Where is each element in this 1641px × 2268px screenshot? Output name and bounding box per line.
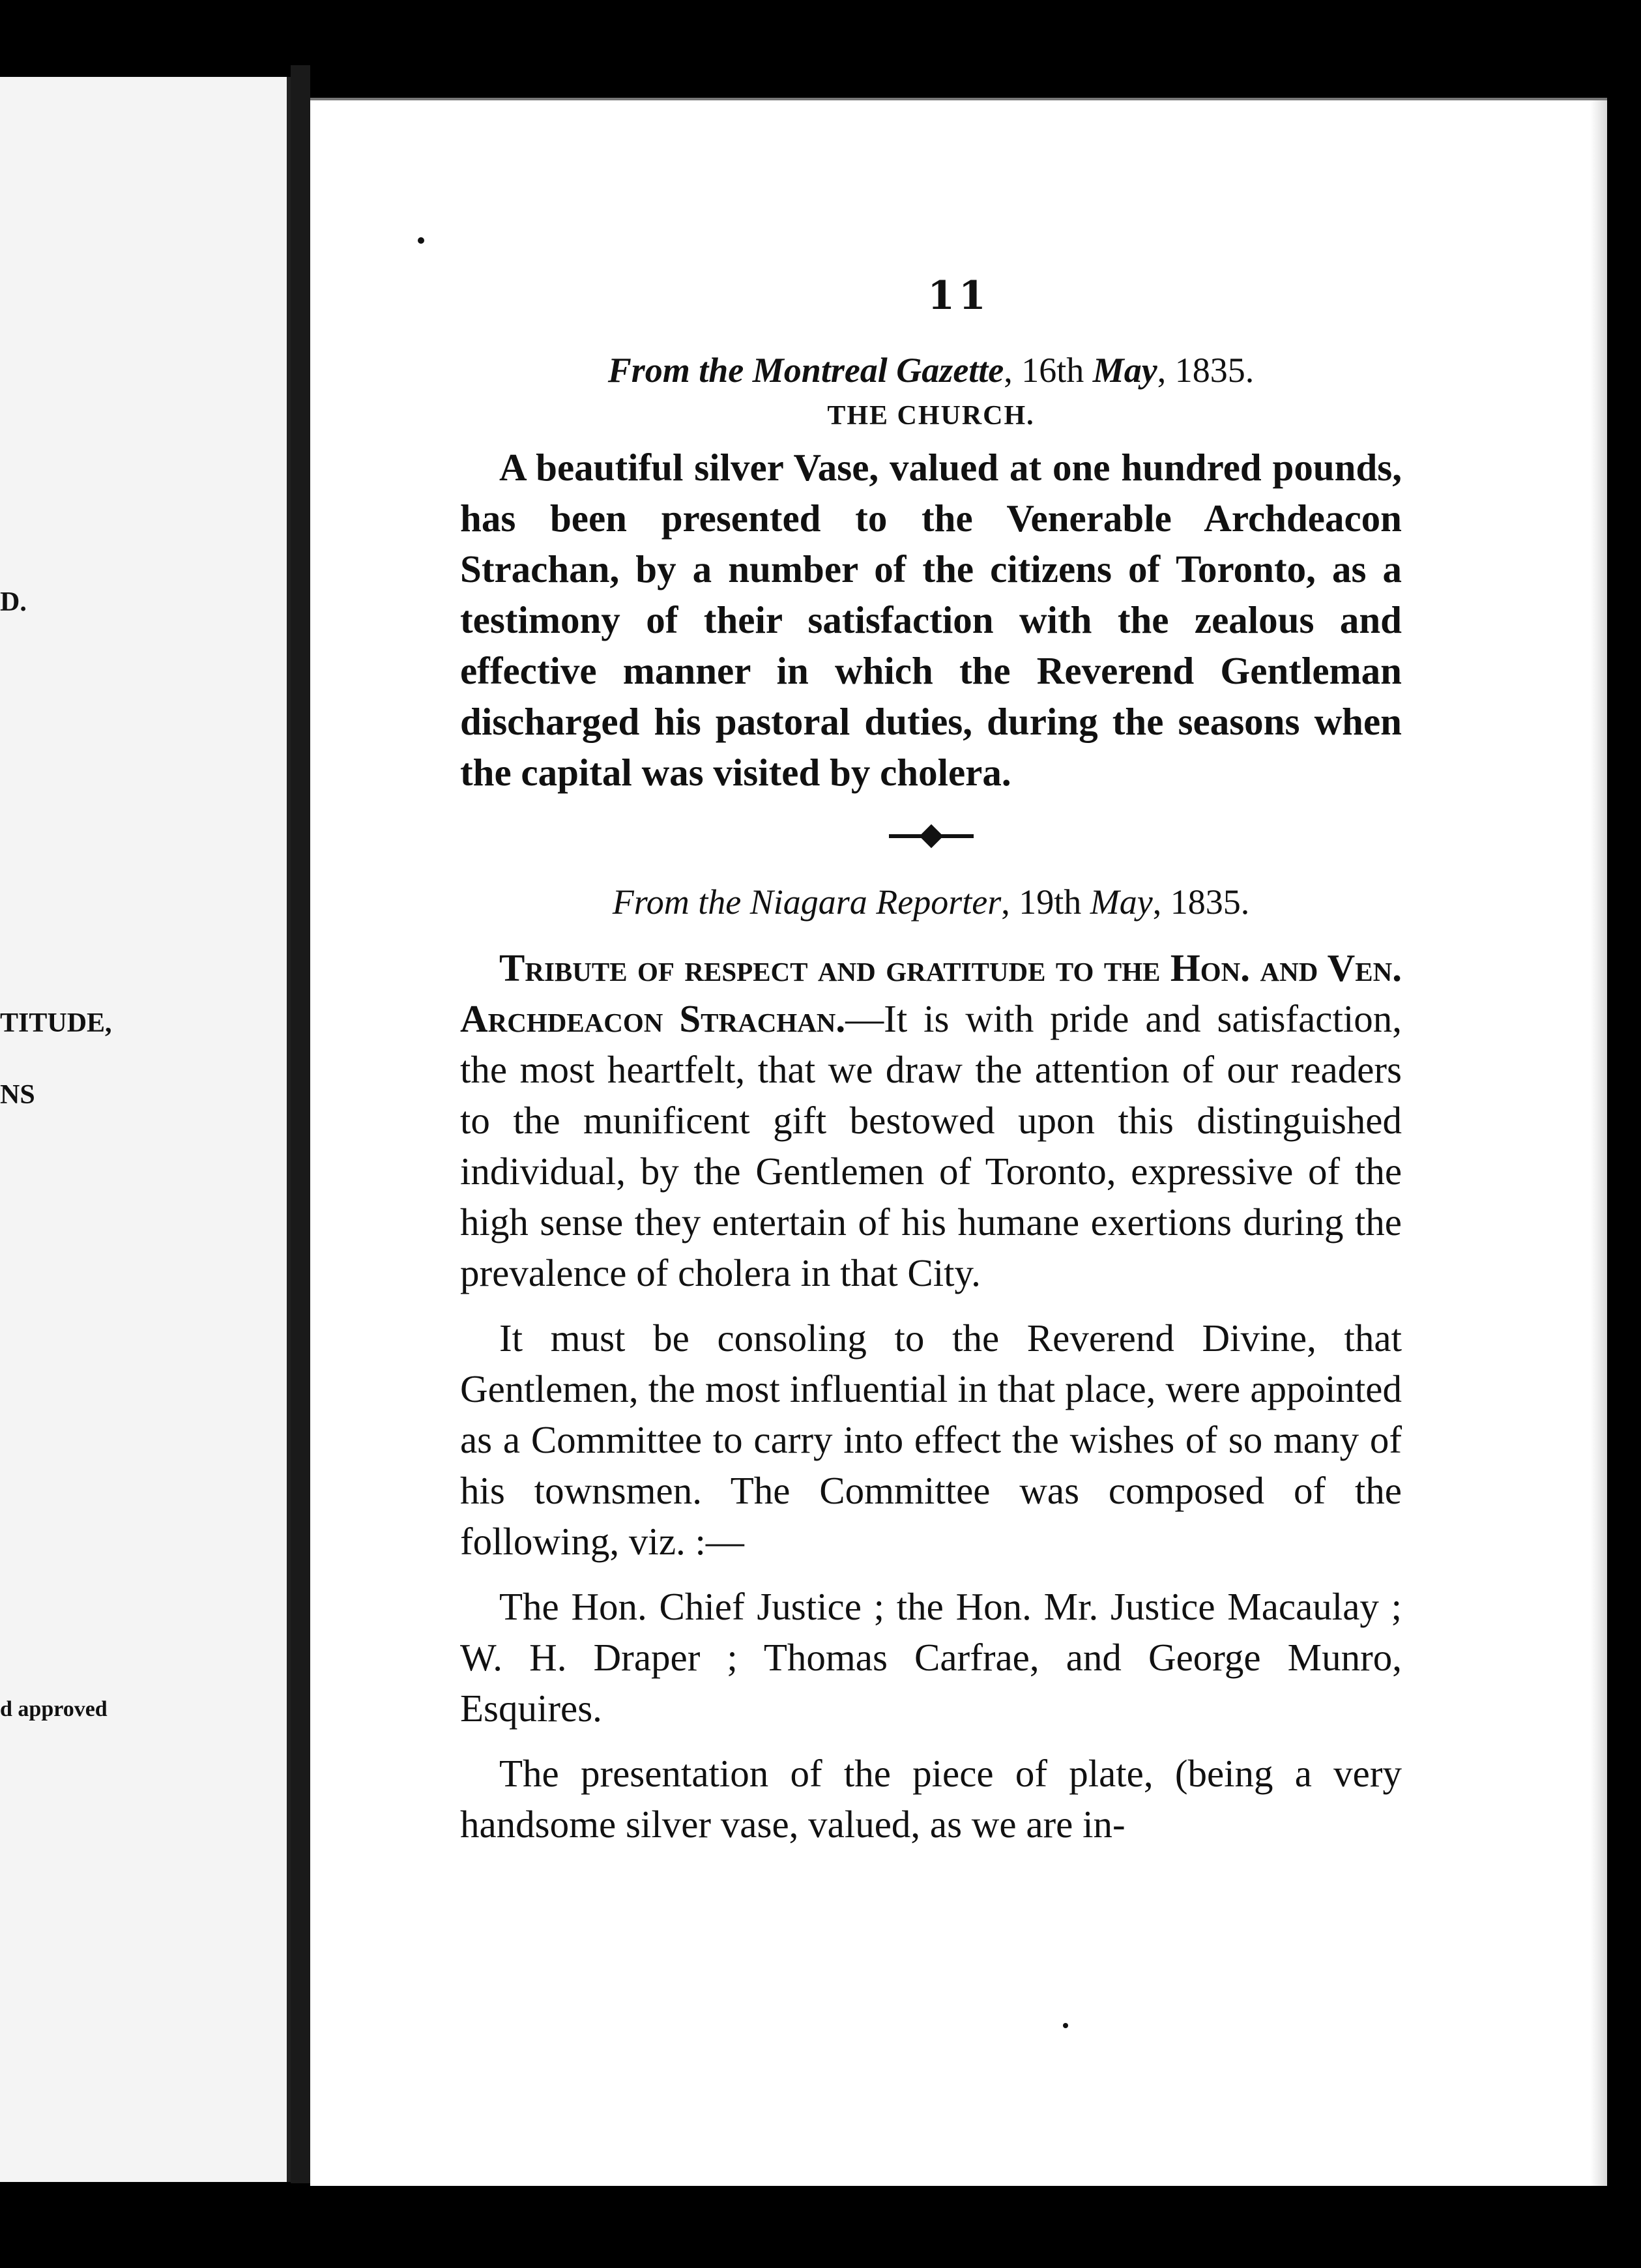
- page-number: 11: [927, 273, 990, 319]
- source-citation-niagara-reporter: [460, 879, 1402, 925]
- previous-page-edge: [0, 77, 291, 2182]
- article-paragraph: The presentation of the piece of plate, (being a very handsome silver vase, valued, as we are in-: [460, 1752, 1402, 1846]
- citation-year: , 1835.: [1152, 882, 1250, 922]
- article-paragraph: It must be consoling to the Reverend Divine, that Gentlemen, the most influential in that place, were appointed as a Committee to carry into effect the wishes of so many of his townsmen. The Committee was composed of the following, viz. :—: [460, 1316, 1402, 1563]
- left-page-fragment: NS: [0, 1080, 35, 1110]
- newspaper-name: From the Niagara Reporter: [612, 882, 1002, 922]
- book-gutter: [291, 65, 310, 2183]
- article-paragraph: The Hon. Chief Justice ; the Hon. Mr. Justice Macaulay ; W. H. Draper ; Thomas Carfrae, and George Munro, Esquires.: [460, 1585, 1402, 1730]
- text-column: [460, 347, 1402, 1850]
- citation-date: , 16th: [1004, 351, 1093, 390]
- left-page-fragment: d approved: [0, 1697, 108, 1721]
- source-citation-montreal-gazette: [460, 347, 1402, 394]
- book-page: [310, 98, 1607, 2186]
- article-paragraph: A beautiful silver Vase, valued at one hundred pounds, has been presented to the Venerable Archdeacon Strachan, by a number of the citizens of Toronto, as a testimony of their satisfaction with the zealous and effective manner in which the Reverend Gentleman discharged his pastoral duties, during the seasons when the capital was visited by cholera.: [460, 446, 1402, 794]
- newspaper-name: From the Montreal Gazette: [607, 351, 1004, 390]
- citation-month: May: [1090, 882, 1153, 922]
- left-page-fragment: TITUDE,: [0, 1008, 112, 1038]
- article-text: —It is with pride and satisfaction, the most heartfelt, that we draw the attention of our readers to the munificent gift bestowed upon this distinguished individual, by the Gentlemen of Toronto, expressive of the high sense they entertain of his humane exertions during the prevalence of cholera in that City.: [460, 997, 1402, 1294]
- article-paragraph: [460, 942, 1402, 1298]
- section-heading: THE CHURCH.: [827, 401, 1035, 431]
- article-title: Tribute of respect and gratitude to the Hon. and Ven. Archdeacon Strachan.: [460, 946, 1402, 1040]
- separator-ornament: [919, 824, 943, 849]
- citation-month: May: [1092, 351, 1157, 390]
- citation-year: , 1835.: [1157, 351, 1255, 390]
- left-page-fragment: D.: [0, 587, 27, 617]
- section-separator: [460, 816, 1402, 855]
- citation-date: , 19th: [1001, 882, 1090, 922]
